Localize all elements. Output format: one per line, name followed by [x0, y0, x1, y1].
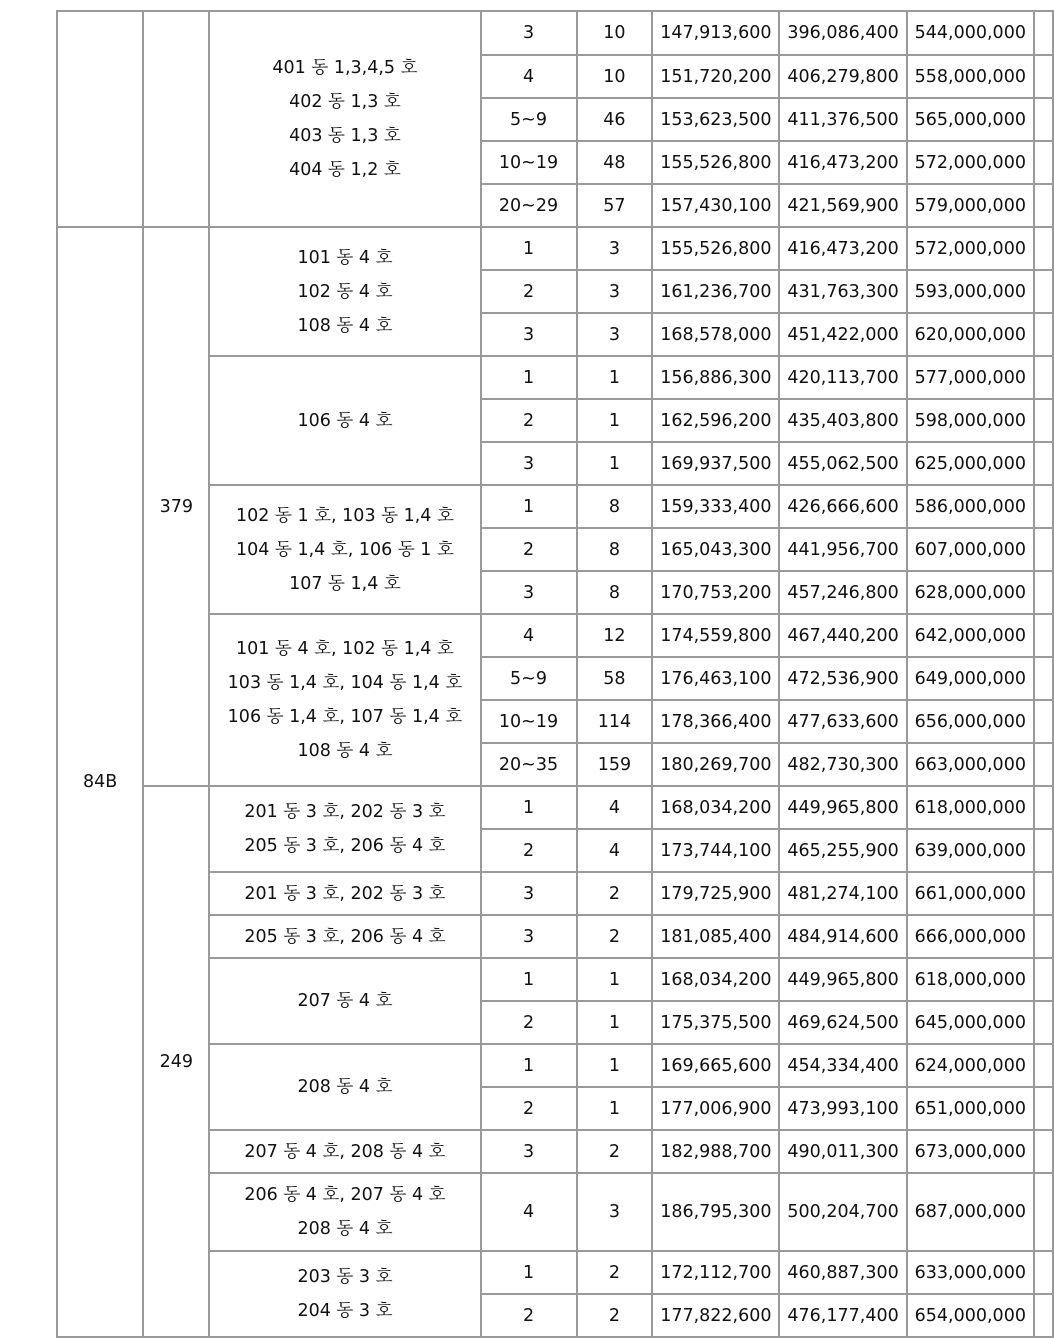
overflow-column-cell: [1034, 356, 1053, 399]
land-price-cell: 169,665,600: [652, 1044, 779, 1087]
unit-count-cell: 2: [577, 915, 653, 958]
address-line: 102 동 4 호: [297, 281, 393, 302]
total-price-cell: 666,000,000: [907, 915, 1034, 958]
total-price-cell: 656,000,000: [907, 700, 1034, 743]
total-price-cell: 544,000,000: [907, 11, 1034, 55]
overflow-column-cell: [1034, 270, 1053, 313]
building-address-cell: [209, 1044, 480, 1130]
address-line: 108 동 4 호: [297, 741, 393, 761]
unit-type-cell: 84B: [57, 227, 143, 1337]
building-address-cell: [209, 614, 480, 786]
unit-count-cell: 8: [577, 485, 653, 528]
floor-cell: 5~9: [481, 98, 577, 141]
building-price-cell: 490,011,300: [779, 1130, 906, 1173]
address-line: 404 동 1,2 호: [289, 160, 401, 180]
total-price-cell: 673,000,000: [907, 1130, 1034, 1173]
address-line: 403 동 1,3 호: [289, 126, 401, 146]
overflow-column-cell: [1034, 872, 1053, 915]
address-line: 106 동 4 호: [297, 410, 393, 431]
address-line: 108 동 4 호: [297, 315, 393, 336]
land-price-cell: 173,744,100: [652, 829, 779, 872]
total-price-cell: 593,000,000: [907, 270, 1034, 313]
total-price-cell: 661,000,000: [907, 872, 1034, 915]
floor-cell: 10~19: [481, 141, 577, 184]
floor-cell: 5~9: [481, 657, 577, 700]
unit-count-cell: 3: [577, 1173, 653, 1251]
land-price-cell: 186,795,300: [652, 1173, 779, 1251]
building-address-cell: [209, 1173, 480, 1251]
land-price-cell: 155,526,800: [652, 227, 779, 270]
overflow-column-cell: [1034, 1087, 1053, 1130]
land-price-cell: 170,753,200: [652, 571, 779, 614]
floor-cell: 2: [481, 1087, 577, 1130]
address-line: 101 동 4 호: [297, 247, 393, 268]
building-price-cell: 441,956,700: [779, 528, 906, 571]
overflow-column-cell: [1034, 11, 1053, 55]
land-price-cell: 156,886,300: [652, 356, 779, 399]
address-line: 201 동 3 호, 202 동 3 호: [244, 802, 446, 822]
overflow-column-cell: [1034, 1001, 1053, 1044]
building-address-cell: [209, 1251, 480, 1337]
building-price-cell: 435,403,800: [779, 399, 906, 442]
building-price-cell: 457,246,800: [779, 571, 906, 614]
building-price-cell: 420,113,700: [779, 356, 906, 399]
total-price-cell: 620,000,000: [907, 313, 1034, 356]
floor-cell: 2: [481, 270, 577, 313]
unit-count-cell: 10: [577, 11, 653, 55]
total-price-cell: 607,000,000: [907, 528, 1034, 571]
floor-cell: 1: [481, 227, 577, 270]
building-address-cell: [209, 872, 480, 915]
address-line: 201 동 3 호, 202 동 3 호: [244, 883, 446, 904]
unit-count-cell: 8: [577, 571, 653, 614]
land-price-cell: 159,333,400: [652, 485, 779, 528]
land-price-cell: 177,822,600: [652, 1294, 779, 1337]
overflow-column-cell: [1034, 1044, 1053, 1087]
land-price-cell: 155,526,800: [652, 141, 779, 184]
address-line: 207 동 4 호: [297, 991, 393, 1011]
address-line: 106 동 1,4 호, 107 동 1,4 호: [227, 707, 463, 727]
address-line: 204 동 3 호: [297, 1301, 393, 1321]
building-address-cell: [209, 1130, 480, 1173]
total-price-cell: 618,000,000: [907, 786, 1034, 829]
land-price-cell: 165,043,300: [652, 528, 779, 571]
building-price-cell: 484,914,600: [779, 915, 906, 958]
overflow-column-cell: [1034, 915, 1053, 958]
total-price-cell: 598,000,000: [907, 399, 1034, 442]
address-line: 207 동 4 호, 208 동 4 호: [244, 1141, 446, 1162]
total-price-cell: 558,000,000: [907, 55, 1034, 98]
overflow-column-cell: [1034, 442, 1053, 485]
building-price-cell: 416,473,200: [779, 227, 906, 270]
land-price-cell: 157,430,100: [652, 184, 779, 227]
address-line: 107 동 1,4 호: [289, 573, 401, 594]
building-price-cell: 396,086,400: [779, 11, 906, 55]
land-price-cell: 178,366,400: [652, 700, 779, 743]
address-line: 206 동 4 호, 207 동 4 호: [244, 1185, 446, 1205]
building-address-cell: [209, 786, 480, 872]
price-table-body: [57, 11, 1053, 1337]
overflow-column-cell: [1034, 614, 1053, 657]
building-price-cell: 469,624,500: [779, 1001, 906, 1044]
unit-count-cell: 12: [577, 614, 653, 657]
unit-type-cell: [57, 11, 143, 227]
total-price-cell: 649,000,000: [907, 657, 1034, 700]
overflow-column-cell: [1034, 657, 1053, 700]
land-price-cell: 174,559,800: [652, 614, 779, 657]
land-price-cell: 176,463,100: [652, 657, 779, 700]
unit-count-cell: 159: [577, 743, 653, 786]
floor-cell: 20~29: [481, 184, 577, 227]
address-line: 203 동 3 호: [297, 1267, 393, 1287]
floor-cell: 3: [481, 1130, 577, 1173]
total-price-cell: 645,000,000: [907, 1001, 1034, 1044]
unit-count-cell: 1: [577, 442, 653, 485]
total-price-cell: 639,000,000: [907, 829, 1034, 872]
unit-count-cell: 1: [577, 356, 653, 399]
overflow-column-cell: [1034, 528, 1053, 571]
land-price-cell: 180,269,700: [652, 743, 779, 786]
floor-cell: 4: [481, 614, 577, 657]
floor-cell: 3: [481, 442, 577, 485]
unit-count-cell: 249: [143, 786, 209, 1337]
floor-cell: 2: [481, 528, 577, 571]
land-price-cell: 181,085,400: [652, 915, 779, 958]
table-row: [57, 11, 1053, 55]
total-price-cell: 633,000,000: [907, 1251, 1034, 1294]
land-price-cell: 168,034,200: [652, 958, 779, 1001]
floor-cell: 2: [481, 1294, 577, 1337]
overflow-column-cell: [1034, 1130, 1053, 1173]
building-price-cell: 472,536,900: [779, 657, 906, 700]
floor-cell: 3: [481, 915, 577, 958]
address-line: 101 동 4 호, 102 동 1,4 호: [236, 639, 454, 659]
building-price-cell: 455,062,500: [779, 442, 906, 485]
overflow-column-cell: [1034, 1251, 1053, 1294]
overflow-column-cell: [1034, 184, 1053, 227]
total-price-cell: 618,000,000: [907, 958, 1034, 1001]
floor-cell: 1: [481, 356, 577, 399]
building-address-cell: [209, 227, 480, 356]
unit-count-cell: 1: [577, 399, 653, 442]
unit-count-cell: 2: [577, 1130, 653, 1173]
address-line: 208 동 4 호: [297, 1219, 393, 1239]
land-price-cell: 182,988,700: [652, 1130, 779, 1173]
floor-cell: 1: [481, 1044, 577, 1087]
unit-count-cell: 8: [577, 528, 653, 571]
overflow-column-cell: [1034, 485, 1053, 528]
overflow-column-cell: [1034, 141, 1053, 184]
total-price-cell: 687,000,000: [907, 1173, 1034, 1251]
floor-cell: 10~19: [481, 700, 577, 743]
total-price-cell: 663,000,000: [907, 743, 1034, 786]
total-price-cell: 628,000,000: [907, 571, 1034, 614]
price-table: [56, 10, 1054, 1338]
floor-cell: 3: [481, 11, 577, 55]
unit-count-cell: 114: [577, 700, 653, 743]
total-price-cell: 577,000,000: [907, 356, 1034, 399]
land-price-cell: 162,596,200: [652, 399, 779, 442]
overflow-column-cell: [1034, 227, 1053, 270]
land-price-cell: 179,725,900: [652, 872, 779, 915]
building-address-cell: [209, 958, 480, 1044]
overflow-column-cell: [1034, 1173, 1053, 1251]
building-price-cell: 465,255,900: [779, 829, 906, 872]
building-price-cell: 482,730,300: [779, 743, 906, 786]
address-line: 104 동 1,4 호, 106 동 1 호: [236, 539, 454, 560]
building-address-cell: [209, 11, 480, 227]
floor-cell: 2: [481, 399, 577, 442]
unit-count-cell: 3: [577, 227, 653, 270]
building-price-cell: 406,279,800: [779, 55, 906, 98]
building-price-cell: 416,473,200: [779, 141, 906, 184]
overflow-column-cell: [1034, 1294, 1053, 1337]
unit-count-cell: 3: [577, 270, 653, 313]
building-price-cell: 451,422,000: [779, 313, 906, 356]
unit-count-cell: 58: [577, 657, 653, 700]
unit-count-cell: 379: [143, 227, 209, 786]
overflow-column-cell: [1034, 743, 1053, 786]
total-price-cell: 565,000,000: [907, 98, 1034, 141]
address-line: 102 동 1 호, 103 동 1,4 호: [236, 505, 454, 526]
unit-count-cell: 48: [577, 141, 653, 184]
floor-cell: 2: [481, 829, 577, 872]
building-price-cell: 454,334,400: [779, 1044, 906, 1087]
building-address-cell: [209, 356, 480, 485]
floor-cell: 1: [481, 786, 577, 829]
floor-cell: 1: [481, 958, 577, 1001]
building-price-cell: 467,440,200: [779, 614, 906, 657]
land-price-cell: 161,236,700: [652, 270, 779, 313]
floor-cell: 20~35: [481, 743, 577, 786]
unit-count-cell: 57: [577, 184, 653, 227]
overflow-column-cell: [1034, 571, 1053, 614]
building-price-cell: 476,177,400: [779, 1294, 906, 1337]
overflow-column-cell: [1034, 55, 1053, 98]
total-price-cell: 654,000,000: [907, 1294, 1034, 1337]
unit-count-cell: 2: [577, 872, 653, 915]
unit-count-cell: 1: [577, 1044, 653, 1087]
unit-count-cell: 3: [577, 313, 653, 356]
address-line: 103 동 1,4 호, 104 동 1,4 호: [227, 673, 463, 693]
unit-count-cell: 4: [577, 786, 653, 829]
total-price-cell: 572,000,000: [907, 227, 1034, 270]
floor-cell: 4: [481, 55, 577, 98]
unit-count-cell: 2: [577, 1294, 653, 1337]
overflow-column-cell: [1034, 700, 1053, 743]
building-price-cell: 460,887,300: [779, 1251, 906, 1294]
building-price-cell: 449,965,800: [779, 958, 906, 1001]
land-price-cell: 153,623,500: [652, 98, 779, 141]
overflow-column-cell: [1034, 829, 1053, 872]
overflow-column-cell: [1034, 958, 1053, 1001]
address-line: 205 동 3 호, 206 동 4 호: [244, 836, 446, 856]
table-row: [57, 786, 1053, 829]
building-price-cell: 421,569,900: [779, 184, 906, 227]
land-price-cell: 169,937,500: [652, 442, 779, 485]
table-row: [57, 227, 1053, 270]
overflow-column-cell: [1034, 399, 1053, 442]
building-price-cell: 431,763,300: [779, 270, 906, 313]
floor-cell: 3: [481, 872, 577, 915]
building-price-cell: 473,993,100: [779, 1087, 906, 1130]
total-price-cell: 651,000,000: [907, 1087, 1034, 1130]
total-price-cell: 586,000,000: [907, 485, 1034, 528]
floor-cell: 3: [481, 313, 577, 356]
total-price-cell: 642,000,000: [907, 614, 1034, 657]
floor-cell: 2: [481, 1001, 577, 1044]
unit-count-cell: 2: [577, 1251, 653, 1294]
floor-cell: 1: [481, 1251, 577, 1294]
unit-count-cell: 1: [577, 1087, 653, 1130]
land-price-cell: 168,578,000: [652, 313, 779, 356]
building-address-cell: [209, 485, 480, 614]
land-price-cell: 172,112,700: [652, 1251, 779, 1294]
unit-count-cell: [143, 11, 209, 227]
land-price-cell: 151,720,200: [652, 55, 779, 98]
total-price-cell: 572,000,000: [907, 141, 1034, 184]
land-price-cell: 175,375,500: [652, 1001, 779, 1044]
overflow-column-cell: [1034, 313, 1053, 356]
land-price-cell: 177,006,900: [652, 1087, 779, 1130]
floor-cell: 4: [481, 1173, 577, 1251]
building-price-cell: 426,666,600: [779, 485, 906, 528]
building-price-cell: 477,633,600: [779, 700, 906, 743]
floor-cell: 1: [481, 485, 577, 528]
total-price-cell: 625,000,000: [907, 442, 1034, 485]
address-line: 208 동 4 호: [297, 1077, 393, 1097]
building-price-cell: 449,965,800: [779, 786, 906, 829]
land-price-cell: 168,034,200: [652, 786, 779, 829]
building-price-cell: 411,376,500: [779, 98, 906, 141]
building-price-cell: 500,204,700: [779, 1173, 906, 1251]
unit-count-cell: 1: [577, 1001, 653, 1044]
floor-cell: 3: [481, 571, 577, 614]
total-price-cell: 624,000,000: [907, 1044, 1034, 1087]
overflow-column-cell: [1034, 98, 1053, 141]
unit-count-cell: 4: [577, 829, 653, 872]
total-price-cell: 579,000,000: [907, 184, 1034, 227]
building-address-cell: [209, 915, 480, 958]
unit-count-cell: 46: [577, 98, 653, 141]
building-price-cell: 481,274,100: [779, 872, 906, 915]
unit-count-cell: 10: [577, 55, 653, 98]
land-price-cell: 147,913,600: [652, 11, 779, 55]
address-line: 401 동 1,3,4,5 호: [272, 58, 418, 78]
overflow-column-cell: [1034, 786, 1053, 829]
unit-count-cell: 1: [577, 958, 653, 1001]
address-line: 402 동 1,3 호: [289, 92, 401, 112]
address-line: 205 동 3 호, 206 동 4 호: [244, 926, 446, 947]
